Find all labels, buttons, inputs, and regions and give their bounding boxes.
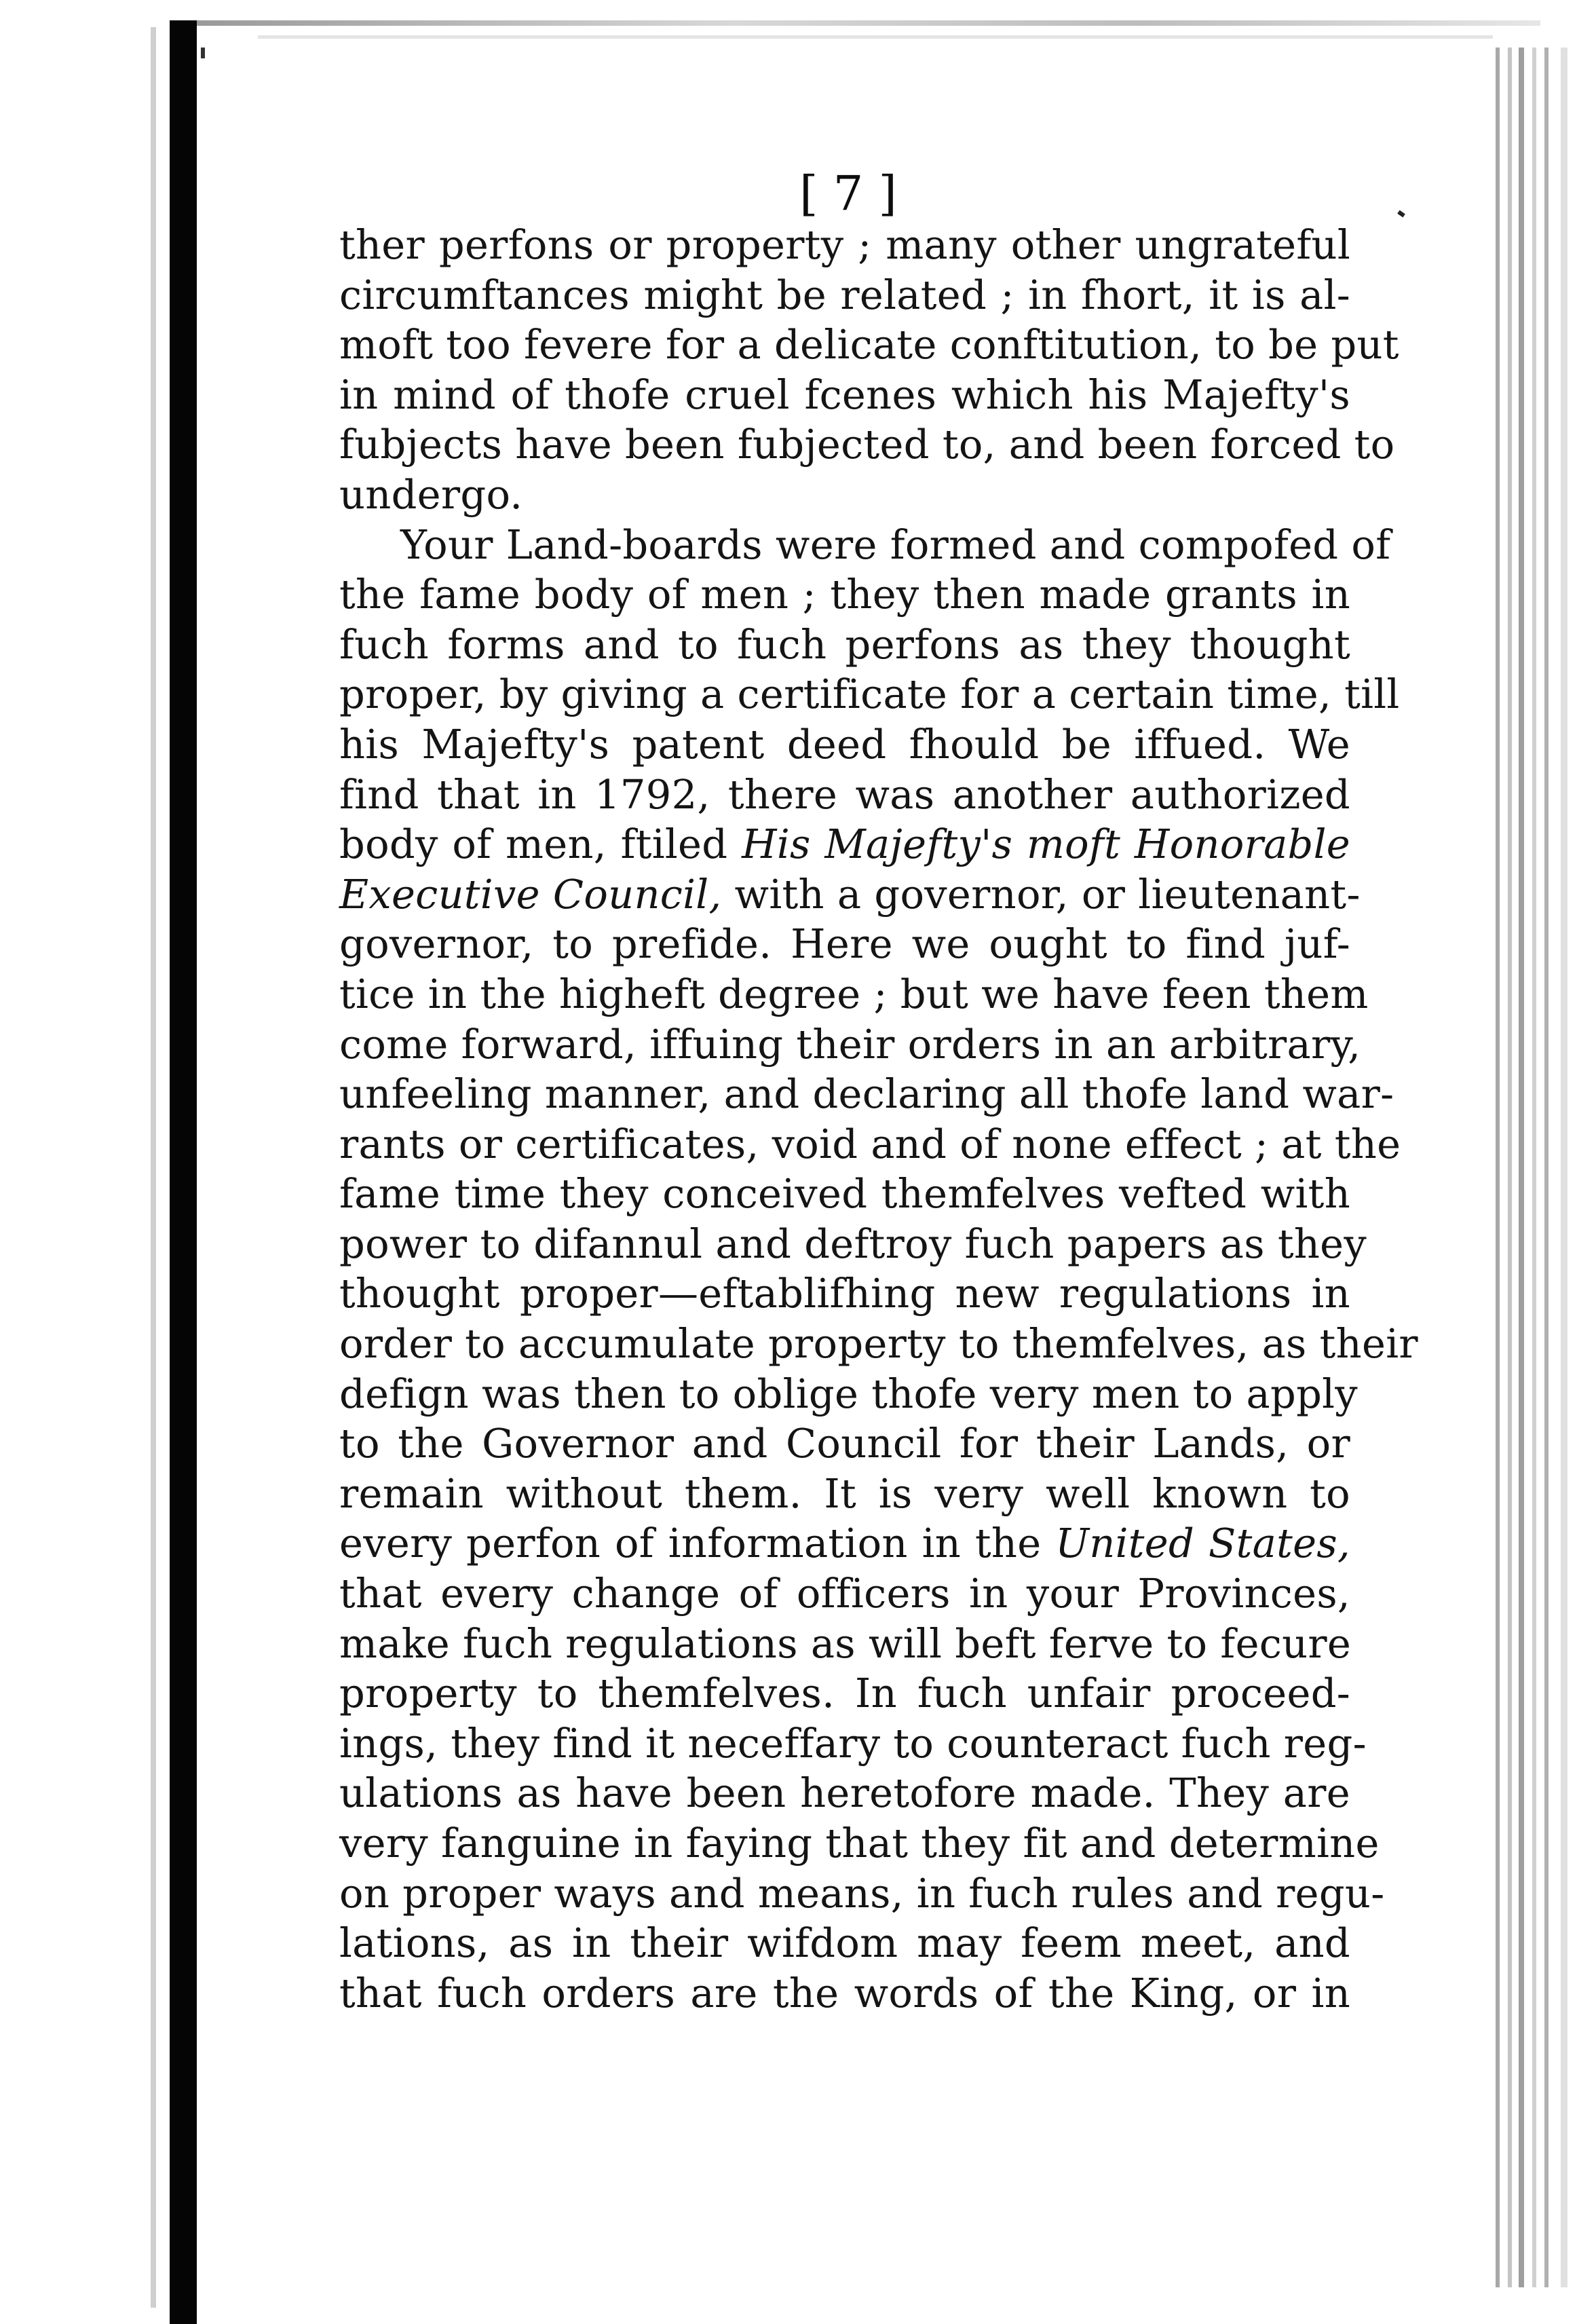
text-line: property to themfelves. In fuch unfair proceed- <box>339 1670 1350 1717</box>
page-stack-edge <box>1532 48 1536 2287</box>
text-line: power to difannul and deftroy fuch papers as they <box>339 1220 1367 1267</box>
page-stack-edge <box>1496 48 1500 2287</box>
ink-speck <box>1397 210 1405 218</box>
text-segment: with a governor, or lieutenant- <box>734 870 1361 918</box>
text-line: governor, to prefide. Here we ought to find juf- <box>339 920 1350 968</box>
italic-text: Executive Council, <box>339 870 722 918</box>
text-line-mixed <box>339 869 1361 920</box>
text-line: that fuch orders are the words of the King, or in <box>339 1969 1350 2017</box>
text-line: in mind of thofe cruel fcenes which his Majefty's <box>339 371 1350 418</box>
text-line: ings, they find it neceffary to counteract fuch reg- <box>339 1719 1367 1767</box>
page-stack-edge <box>1561 48 1568 2287</box>
page-number: [ 7 ] <box>799 166 897 221</box>
text-line: come forward, iffuing their orders in an arbitrary, <box>339 1020 1361 1068</box>
text-line: rants or certificates, void and of none effect ; at the <box>339 1120 1401 1167</box>
text-line: tice in the higheft degree ; but we have feen them <box>339 970 1369 1017</box>
text-line: very fanguine in faying that they fit and determine <box>339 1820 1380 1867</box>
text-line: undergo. <box>339 470 523 518</box>
page-stack-edge <box>1508 48 1512 2287</box>
text-line: that every change of officers in your Provinces, <box>339 1570 1350 1617</box>
page-top-edge <box>197 20 1540 26</box>
ink-speck <box>201 48 205 58</box>
italic-text: His Majefty's moft Honorable <box>742 821 1351 868</box>
text-segment: body of men, ftiled <box>339 821 728 868</box>
text-line: ther perfons or property ; many other ungrateful <box>339 221 1350 268</box>
text-line: remain without them. It is very well known to <box>339 1469 1350 1517</box>
text-line: lations, as in their wifdom may feem meet, and <box>339 1919 1350 1967</box>
text-line: find that in 1792, there was another authorized <box>339 770 1350 818</box>
page-fold-line <box>151 27 156 2308</box>
page-top-edge-faint <box>258 35 1493 39</box>
text-line: defign was then to oblige thofe very men to apply <box>339 1370 1358 1417</box>
page-stack-edge <box>1519 48 1524 2287</box>
text-line-mixed <box>339 1518 1350 1569</box>
italic-text: United States, <box>1055 1520 1350 1567</box>
text-line: proper, by giving a certificate for a certain time, till <box>339 671 1400 718</box>
text-line: fubjects have been fubjected to, and been forced to <box>339 421 1395 468</box>
text-line: order to accumulate property to themfelves, as their <box>339 1320 1418 1368</box>
body-text <box>339 220 1418 2018</box>
text-line: fame time they conceived themfelves vefted with <box>339 1170 1350 1218</box>
text-line: moft too fevere for a delicate conftitution, to be put <box>339 321 1399 369</box>
text-line: to the Governor and Council for their Lands, or <box>339 1420 1350 1467</box>
text-line: ulations as have been heretofore made. They are <box>339 1769 1350 1817</box>
text-page <box>339 166 1418 2018</box>
text-line: on proper ways and means, in fuch rules and regu- <box>339 1869 1385 1917</box>
text-line: unfeeling manner, and declaring all thofe land war- <box>339 1070 1394 1118</box>
book-gutter <box>170 20 197 2324</box>
text-line: fuch forms and to fuch perfons as they thought <box>339 620 1350 668</box>
text-line: circumftances might be related ; in fhort, it is al- <box>339 271 1350 318</box>
text-segment: every perfon of information in the <box>339 1520 1042 1567</box>
text-line: the fame body of men ; they then made grants in <box>339 571 1350 618</box>
text-line: his Majefty's patent deed fhould be iffued. We <box>339 720 1350 768</box>
page-stack-edge <box>1544 48 1548 2287</box>
text-line: make fuch regulations as will beft ferve to fecure <box>339 1619 1352 1667</box>
text-line: Your Land-boards were formed and compofed of <box>400 521 1391 568</box>
text-line-mixed <box>339 819 1350 869</box>
text-line: thought proper—eftablifhing new regulations in <box>339 1270 1350 1317</box>
